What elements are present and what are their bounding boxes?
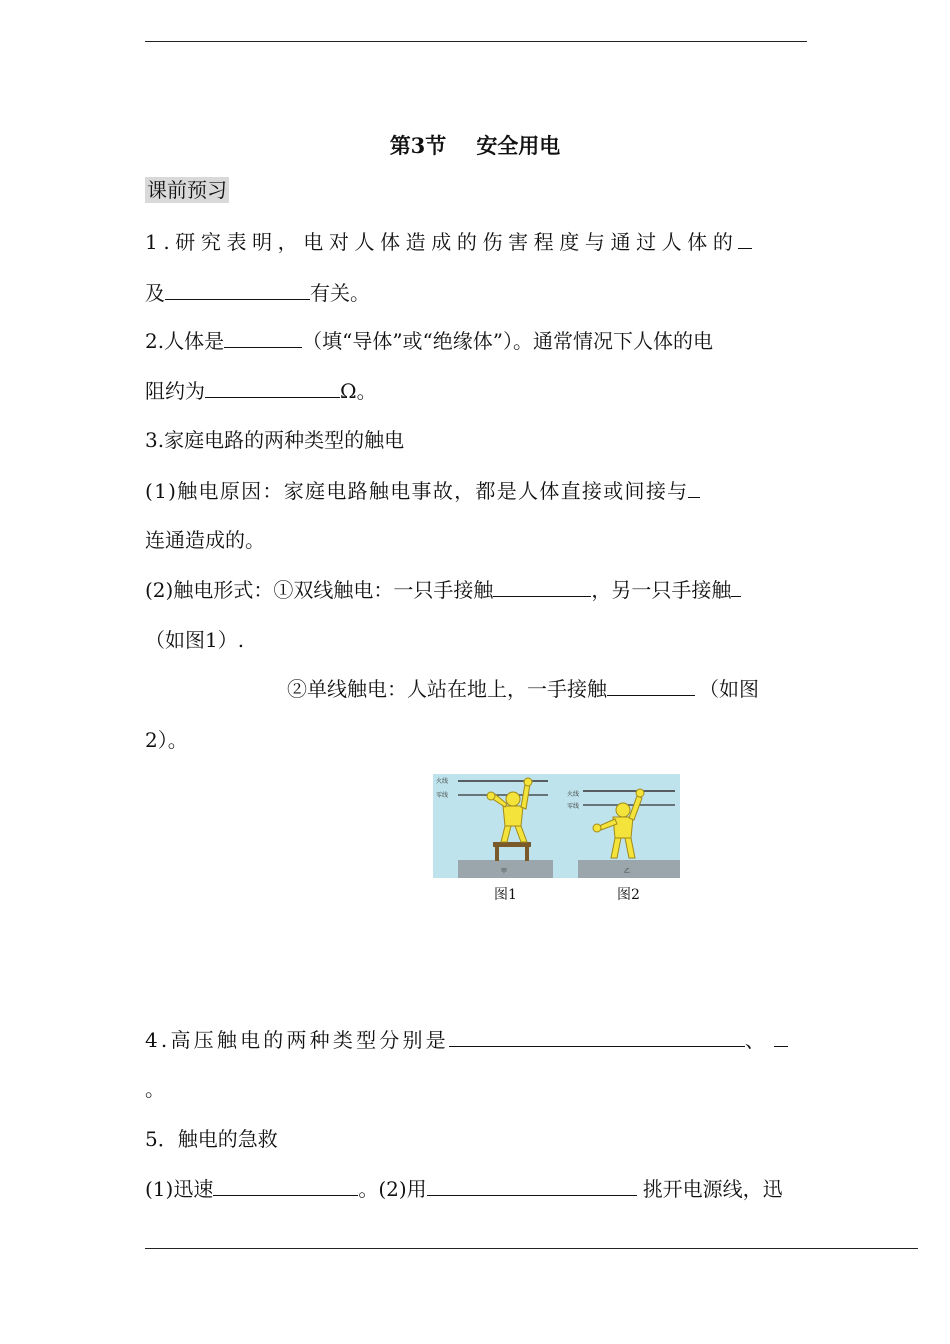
q4-line2: 。	[145, 1077, 165, 1101]
q5-blank-2[interactable]	[427, 1177, 637, 1196]
q3-p2-line1	[145, 578, 741, 602]
q3-p2-text-4: （如图	[699, 677, 759, 701]
q2-blank-2[interactable]	[205, 379, 340, 398]
fig1-mark: 甲	[501, 868, 508, 875]
preview-label: 课前预习	[147, 178, 227, 202]
q4-text-1: 4.高压触电的两种类型分别是	[145, 1028, 449, 1052]
q1-text-2: 及	[145, 281, 165, 305]
q3-p1-line2: 连通造成的。	[145, 528, 265, 552]
q4-text-2: 、	[744, 1028, 769, 1052]
q3-p2-line4: 2）。	[145, 728, 188, 752]
q4-blank-1[interactable]	[449, 1028, 745, 1047]
footer-rule	[145, 1248, 918, 1249]
q5-blank-1[interactable]	[213, 1177, 358, 1196]
q2-text-4: Ω。	[340, 379, 377, 403]
q2-text-1: 2.人体是	[145, 329, 225, 353]
fig1-live-label: 火线	[436, 778, 449, 785]
q3-blank-3[interactable]	[731, 578, 741, 597]
q3-p1-line1	[145, 479, 700, 503]
q3-p2-line2: （如图1）.	[145, 628, 245, 652]
q3-blank-1[interactable]	[688, 479, 700, 498]
q2-blank-1[interactable]	[224, 329, 302, 348]
q5-line1	[145, 1177, 783, 1201]
q3-blank-4[interactable]	[607, 677, 695, 696]
q2-line1	[145, 329, 713, 353]
header-rule	[145, 41, 807, 42]
q1-text-3: 有关。	[310, 281, 370, 305]
fig2-live-label: 火线	[567, 791, 580, 798]
q3-p2-text-3: ②单线触电：人站在地上，一手接触	[287, 677, 607, 701]
q1-line1	[145, 230, 752, 254]
fig2-mark: 乙	[624, 868, 631, 875]
q5-text-1: (1)迅速	[145, 1177, 214, 1201]
electric-shock-figure	[433, 774, 680, 878]
section-title	[0, 130, 950, 160]
figure-1-caption: 图1	[494, 887, 517, 903]
q1-blank-2[interactable]	[165, 281, 310, 300]
q2-text-3: 阻约为	[145, 379, 205, 403]
fig1-neutral-label: 零线	[436, 792, 449, 799]
q1-blank-1[interactable]	[738, 230, 752, 249]
q5-text-3: 挑开电源线，迅	[642, 1177, 783, 1201]
section-name: 安全用电	[476, 133, 561, 158]
fig2-neutral-label: 零线	[567, 803, 580, 810]
q4-line1	[145, 1028, 788, 1052]
q5-heading: 5．触电的急救	[145, 1127, 278, 1151]
q3-p2-line3	[287, 677, 759, 701]
q2-text-2: （填“导体”或“绝缘体”）。通常情况下人体的电	[302, 329, 713, 353]
q5-text-2: 。(2)用	[358, 1177, 427, 1201]
section-number: 第3节	[389, 133, 447, 158]
preview-label-line	[145, 178, 229, 202]
q4-blank-2[interactable]	[774, 1028, 788, 1047]
q1-line2	[145, 281, 370, 305]
q2-line2	[145, 379, 377, 403]
q1-text: 1.研究表明，电对人体造成的伤害程度与通过人体的	[145, 230, 739, 254]
figure-2-caption: 图2	[617, 887, 640, 903]
q3-p2-text-1: (2)触电形式：①双线触电：一只手接触	[145, 578, 494, 602]
q3-p1-text: (1)触电原因：家庭电路触电事故，都是人体直接或间接与	[145, 479, 689, 503]
q3-heading: 3.家庭电路的两种类型的触电	[145, 428, 405, 452]
q3-p2-text-2: ，另一只手接触	[591, 578, 732, 602]
q3-blank-2[interactable]	[493, 578, 591, 597]
